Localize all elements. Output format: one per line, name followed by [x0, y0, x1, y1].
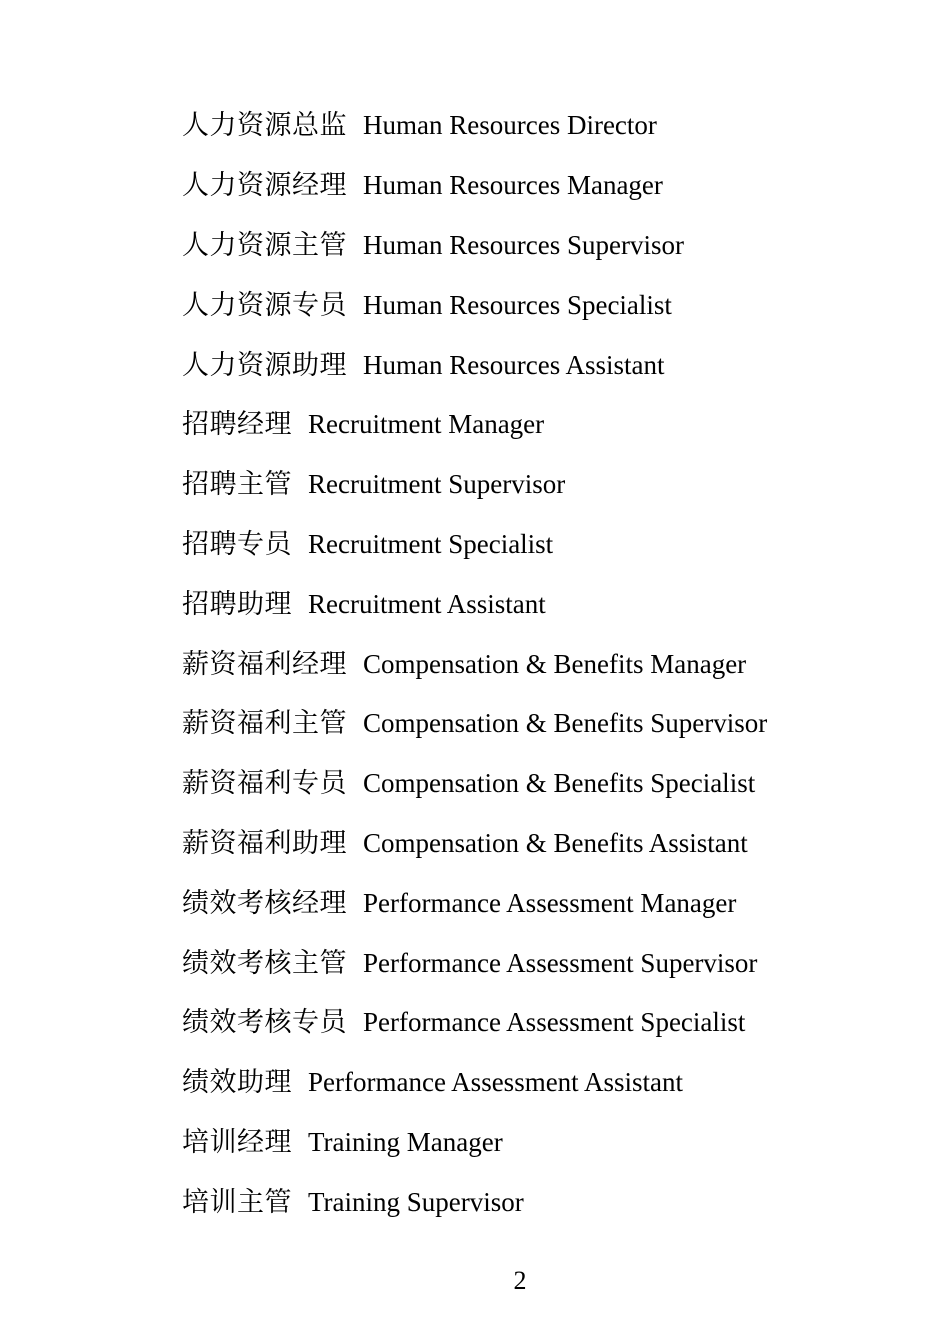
- english-title: Performance Assessment Specialist: [363, 1007, 746, 1038]
- chinese-title: 人力资源经理: [182, 170, 347, 201]
- english-title: Compensation & Benefits Supervisor: [363, 708, 768, 739]
- english-title: Recruitment Supervisor: [308, 469, 566, 500]
- english-title: Performance Assessment Assistant: [308, 1067, 683, 1098]
- english-title: Human Resources Manager: [363, 170, 663, 201]
- list-item: [182, 156, 767, 216]
- chinese-title: 绩效助理: [182, 1067, 292, 1098]
- chinese-title: 招聘助理: [182, 588, 292, 619]
- chinese-title: 招聘经理: [182, 409, 292, 440]
- list-item: [182, 754, 767, 814]
- chinese-title: 绩效考核专员: [182, 1007, 347, 1038]
- list-item: [182, 993, 767, 1053]
- list-item: [182, 933, 767, 993]
- english-title: Human Resources Specialist: [363, 289, 672, 320]
- list-item: [182, 814, 767, 874]
- chinese-title: 薪资福利经理: [182, 648, 347, 679]
- list-item: [182, 1172, 767, 1232]
- english-title: Human Resources Supervisor: [363, 229, 684, 260]
- english-title: Performance Assessment Manager: [363, 887, 737, 918]
- list-item: [182, 395, 767, 455]
- list-item: [182, 275, 767, 335]
- english-title: Training Supervisor: [308, 1186, 524, 1217]
- chinese-title: 人力资源助理: [182, 349, 347, 380]
- english-title: Performance Assessment Supervisor: [363, 947, 758, 978]
- list-item: [182, 574, 767, 634]
- english-title: Compensation & Benefits Assistant: [363, 827, 748, 858]
- list-item: [182, 873, 767, 933]
- chinese-title: 人力资源主管: [182, 229, 347, 260]
- chinese-title: 人力资源总监: [182, 110, 347, 141]
- chinese-title: 培训主管: [182, 1186, 292, 1217]
- english-title: Recruitment Assistant: [308, 588, 546, 619]
- list-item: [182, 96, 767, 156]
- chinese-title: 招聘专员: [182, 528, 292, 559]
- english-title: Compensation & Benefits Specialist: [363, 768, 756, 799]
- chinese-title: 薪资福利专员: [182, 768, 347, 799]
- list-item: [182, 634, 767, 694]
- chinese-title: 绩效考核主管: [182, 947, 347, 978]
- chinese-title: 绩效考核经理: [182, 887, 347, 918]
- job-title-list: [182, 96, 767, 1232]
- english-title: Human Resources Director: [363, 110, 657, 141]
- list-item: [182, 694, 767, 754]
- page-number: 2: [513, 1266, 527, 1295]
- list-item: [182, 1053, 767, 1113]
- list-item: [182, 216, 767, 276]
- chinese-title: 培训经理: [182, 1126, 292, 1157]
- list-item: [182, 515, 767, 575]
- english-title: Training Manager: [308, 1126, 503, 1157]
- list-item: [182, 455, 767, 515]
- chinese-title: 薪资福利助理: [182, 827, 347, 858]
- english-title: Recruitment Manager: [308, 409, 545, 440]
- english-title: Recruitment Specialist: [308, 528, 554, 559]
- english-title: Compensation & Benefits Manager: [363, 648, 747, 679]
- list-item: [182, 335, 767, 395]
- list-item: [182, 1113, 767, 1173]
- english-title: Human Resources Assistant: [363, 349, 665, 380]
- chinese-title: 薪资福利主管: [182, 708, 347, 739]
- chinese-title: 招聘主管: [182, 469, 292, 500]
- chinese-title: 人力资源专员: [182, 289, 347, 320]
